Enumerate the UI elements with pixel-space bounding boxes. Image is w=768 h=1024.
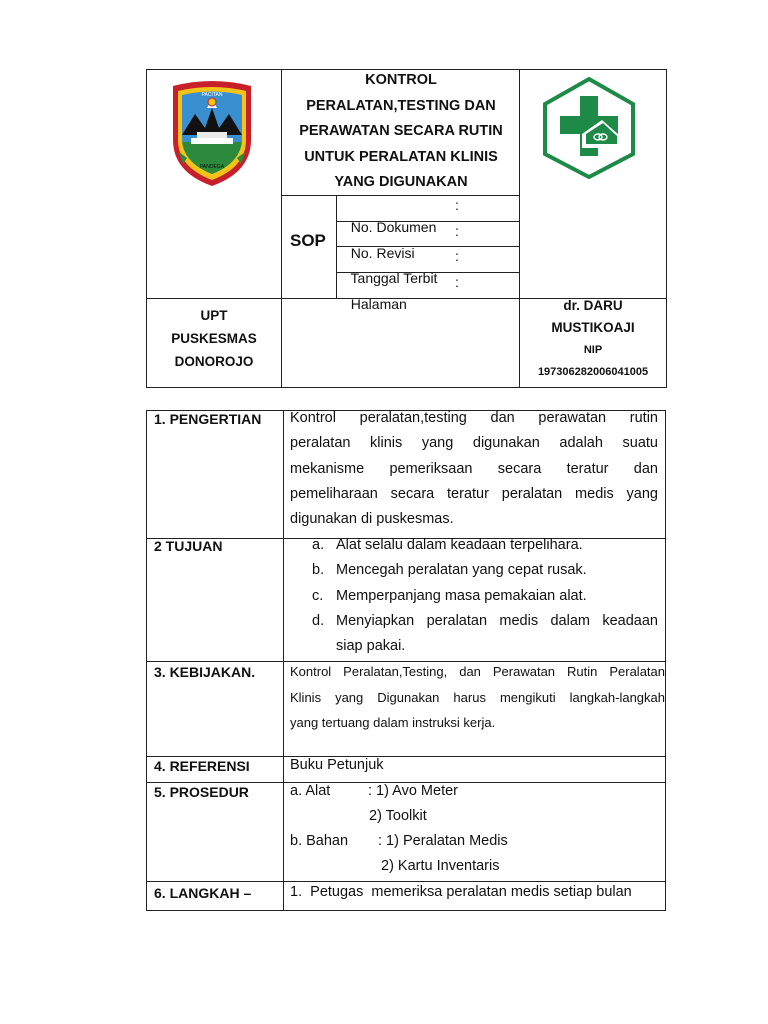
org-line: DONOROJO (174, 354, 254, 369)
kebijakan-text (290, 659, 665, 736)
org-line: PUSKESMAS (171, 331, 257, 346)
text-line: Klinis yang Digunakan harus mengikuti langkah-langkah (290, 689, 665, 705)
nip-label: NIP (583, 344, 603, 356)
regency-emblem-logo (167, 80, 257, 188)
section-label-prosedur: 5. PROSEDUR (154, 784, 249, 800)
prosedur-alat-label: a. Alat (290, 783, 331, 799)
section-label-pengertian: 1. PENGERTIAN (154, 411, 262, 427)
section-label-tujuan: 2 TUJUAN (154, 538, 223, 554)
field-sep: : (455, 223, 459, 239)
text-line: peralatan klinis yang digunakan adalah suatu (290, 435, 658, 452)
title-line: PERALATAN,TESTING DAN (306, 97, 496, 114)
list-item: a. Alat selalu dalam keadaan terpelihara. (312, 537, 583, 553)
field-sep: : (455, 248, 459, 264)
title-line: UNTUK PERALATAN KLINIS (304, 148, 498, 165)
title-line: PERAWATAN SECARA RUTIN (299, 123, 503, 139)
puskesmas-logo (540, 76, 638, 180)
title-line: YANG DIGUNAKAN (334, 174, 468, 190)
prosedur-alat-item: 2) Toolkit (369, 808, 427, 824)
prosedur-bahan-item: 2) Kartu Inventaris (381, 858, 500, 874)
field-label: Halaman (350, 296, 407, 312)
pengertian-text (290, 406, 658, 532)
emblem-top-text: PACITAN (201, 92, 223, 98)
signatory-name: MUSTIKOAJI (551, 320, 635, 335)
section-label-langkah: 6. LANGKAH – (154, 885, 252, 901)
doc-page-row (337, 271, 519, 315)
nip-value: 197306282006041005 (537, 366, 649, 378)
tujuan-list (312, 533, 658, 659)
field-sep: : (455, 197, 459, 213)
prosedur-bahan-item: : 1) Peralatan Medis (378, 833, 508, 849)
text-line: Kontrol Peralatan,Testing, dan Perawatan Rutin Peralatan (290, 664, 665, 679)
text-line: digunakan di puskesmas. (290, 511, 454, 528)
signatory-name: dr. DARU (563, 298, 623, 313)
section-label-referensi: 4. REFERENSI (154, 758, 250, 774)
field-label: No. Dokumen (350, 219, 437, 235)
document-title (283, 68, 519, 196)
field-label: Tanggal Terbit (350, 270, 438, 286)
referensi-text: Buku Petunjuk (290, 757, 384, 773)
organization-name (147, 304, 281, 373)
text-line: Kontrol peralatan,testing dan perawatan rutin (290, 410, 658, 426)
prosedur-alat-item: : 1) Avo Meter (368, 783, 458, 799)
text-line: mekanisme pemeriksaan secara teratur dan (290, 460, 658, 477)
list-item: c. Memperpanjang masa pemakaian alat. (312, 587, 587, 604)
org-line: UPT (200, 308, 228, 323)
field-sep: : (455, 274, 459, 290)
section-label-kebijakan: 3. KEBIJAKAN. (154, 664, 256, 680)
list-item-continuation: siap pakai. (336, 638, 406, 655)
signatory-block (520, 295, 666, 383)
list-item: d. Menyiapkan peralatan medis dalam keadaan (312, 612, 658, 629)
list-item: b. Mencegah peralatan yang cepat rusak. (312, 562, 587, 579)
langkah-text: 1. Petugas memeriksa peralatan medis setiap bulan (290, 884, 632, 900)
sop-label: SOP (290, 231, 326, 250)
title-line: KONTROL (365, 72, 437, 88)
prosedur-bahan-label: b. Bahan (290, 833, 349, 849)
text-line: yang tertuang dalam instruksi kerja. (290, 715, 496, 730)
text-line: pemeliharaan secara teratur peralatan medis yang (290, 485, 658, 502)
field-label: No. Revisi (350, 245, 415, 261)
emblem-bottom-text: PANDEGA (199, 164, 225, 170)
